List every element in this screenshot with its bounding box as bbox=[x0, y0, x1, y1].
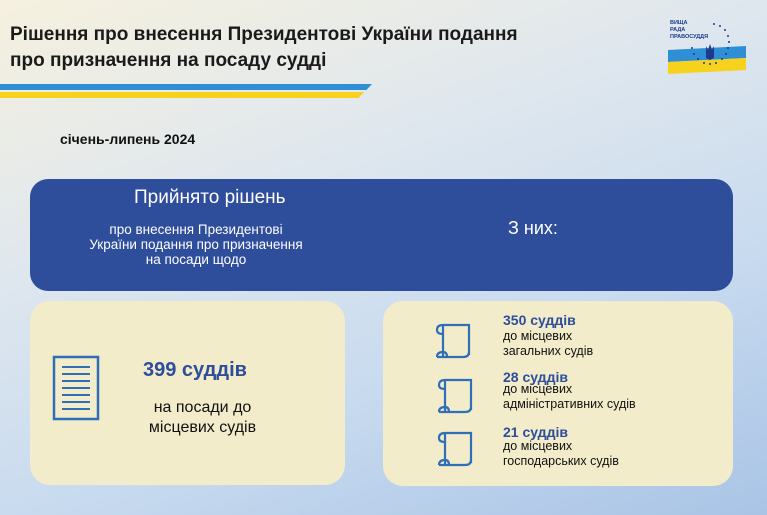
item-number: 28 суддів bbox=[503, 369, 568, 385]
breakdown-card bbox=[383, 301, 733, 486]
banner-heading: Прийнято рішень bbox=[134, 187, 286, 208]
flag-stripe-blue bbox=[0, 84, 372, 90]
total-number: 399 суддів bbox=[143, 359, 247, 381]
scroll-icon bbox=[433, 319, 477, 363]
logo-text: ВИЩА РАДА ПРАВОСУДДЯ bbox=[670, 20, 709, 40]
title-line-1: Рішення про внесення Президентові України подання bbox=[10, 24, 518, 45]
item-number: 21 суддів bbox=[503, 424, 568, 440]
total-caption: на посади до місцевих судів bbox=[148, 399, 257, 436]
title-line-2: про призначення на посаду судді bbox=[10, 50, 327, 71]
banner-breakdown-label: З них: bbox=[508, 218, 558, 238]
page-title bbox=[10, 22, 610, 74]
total-card bbox=[30, 301, 345, 485]
document-icon bbox=[52, 355, 100, 421]
period-label: січень-липень 2024 bbox=[60, 131, 196, 147]
item-caption: до місцевих господарських судів bbox=[503, 439, 619, 468]
decisions-banner bbox=[30, 179, 733, 291]
flag-stripe-yellow bbox=[0, 92, 364, 98]
scroll-icon bbox=[435, 374, 479, 418]
item-caption: до місцевих загальних судів bbox=[503, 329, 594, 358]
item-caption: до місцевих адміністративних судів bbox=[503, 382, 636, 411]
banner-subtitle: про внесення Президентові України подання про призначення на посади щодо bbox=[89, 222, 303, 267]
scroll-icon bbox=[435, 427, 479, 471]
item-number: 350 суддів bbox=[503, 312, 576, 328]
